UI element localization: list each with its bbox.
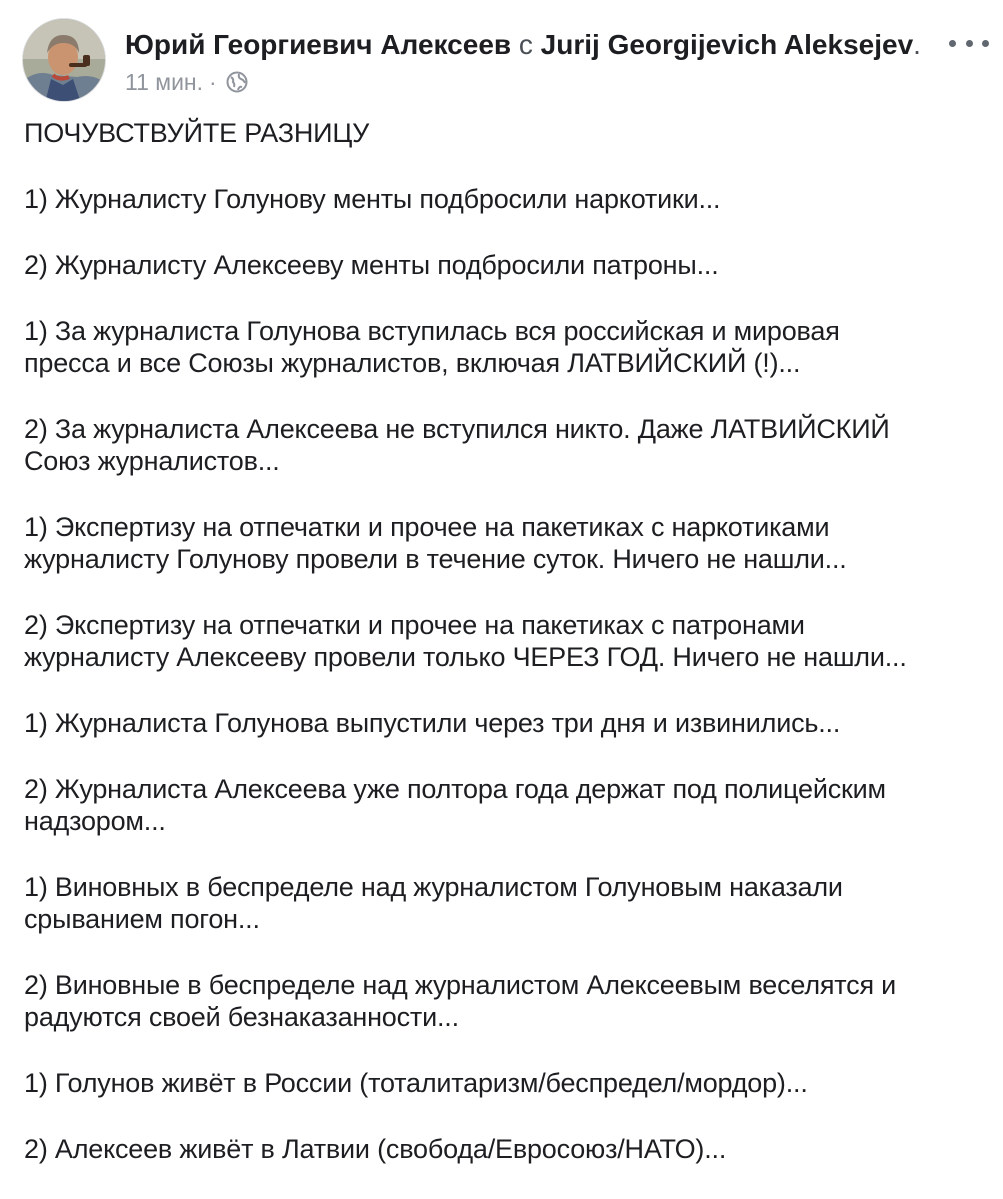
meta-separator: ·: [209, 69, 217, 95]
tagged-person-link[interactable]: Jurij Georgijevich Aleksejev: [540, 29, 914, 60]
dot-icon: [966, 40, 973, 47]
dot-icon: [982, 40, 989, 47]
author-line: [125, 28, 921, 62]
dot-icon: [949, 40, 956, 47]
post-title: ПОЧУВСТВУЙТЕ РАЗНИЦУ: [24, 118, 370, 148]
post-paragraph: 1) Журналисту Голунову менты подбросили наркотики...: [24, 184, 721, 214]
post-paragraph: 1) Экспертизу на отпечатки и прочее на пакетиках с наркотиками журналисту Голунову провели в течение суток. Ничего не нашли...: [24, 512, 847, 574]
post-timestamp-link[interactable]: 11 мин.: [125, 69, 204, 95]
post-paragraph: 1) Виновных в беспределе над журналистом Голуновым наказали срыванием погон...: [24, 872, 843, 934]
post-paragraph: 2) За журналиста Алексеева не вступился никто. Даже ЛАТВИЙСКИЙ Союз журналистов...: [24, 414, 890, 476]
avatar-photo: [23, 19, 106, 102]
author-avatar[interactable]: [22, 18, 106, 102]
more-dots-icon[interactable]: [949, 28, 989, 58]
post-paragraph: 1) За журналиста Голунова вступилась вся российская и мировая пресса и все Союзы журналистов, включая ЛАТВИЙСКИЙ (!)...: [24, 316, 840, 378]
post-paragraph: 2) Журналисту Алексееву менты подбросили патроны...: [24, 250, 719, 280]
with-word: с: [518, 29, 533, 60]
post-paragraph: 2) Виновные в беспределе над журналистом Алексеевым веселятся и радуются своей безнаказанности...: [24, 970, 897, 1032]
post-paragraph: 2) Экспертизу на отпечатки и прочее на пакетиках с патронами журналисту Алексееву провели только ЧЕРЕЗ ГОД. Ничего не нашли...: [24, 610, 907, 672]
post-paragraph: 1) Голунов живёт в России (тоталитаризм/беспредел/мордор)...: [24, 1068, 808, 1098]
author-name-link[interactable]: Юрий Георгиевич Алексеев: [125, 29, 512, 60]
post-body: [24, 117, 984, 1199]
globe-icon[interactable]: [226, 71, 248, 93]
post-paragraph: 1) Журналиста Голунова выпустили через три дня и извинились...: [24, 708, 841, 738]
post-meta: [125, 68, 248, 96]
post-header: [22, 18, 989, 108]
tagged-suffix: .: [913, 29, 921, 60]
post-paragraph: 2) Алексеев живёт в Латвии (свобода/Евросоюз/НАТО)...: [24, 1134, 727, 1164]
post-paragraph: 2) Журналиста Алексеева уже полтора года держат под полицейским надзором...: [24, 774, 886, 836]
